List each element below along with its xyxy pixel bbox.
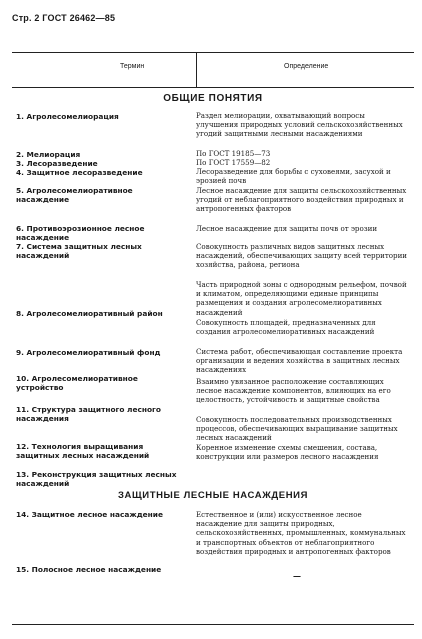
- section-title: ЗАЩИТНЫЕ ЛЕСНЫЕ НАСАЖДЕНИЯ: [117, 490, 309, 501]
- term: 1. Агролесомелиорация: [16, 112, 119, 121]
- definition: По ГОСТ 19185—73: [196, 149, 271, 158]
- definition: Часть природной зоны с однородным рельефом, почвой и климатом, определяющими единые принципы размещения и создания агролесомелиоративных насаждений: [196, 280, 407, 317]
- definition: —: [293, 571, 301, 581]
- definition: Лесное насаждение для защиты сельскохозяйственных угодий от неблагоприятного воздействия природных и антропогенных факторов: [196, 186, 407, 214]
- definition: Лесное насаждение для защиты почв от эрозии: [196, 224, 378, 233]
- table-bottom-rule: [12, 624, 414, 625]
- page-header: Стр. 2 ГОСТ 26462—85: [12, 13, 116, 23]
- definition: Совокупность площадей, предназначенных для создания агролесомелиоративных насаждений: [196, 318, 376, 337]
- term: 5. Агролесомелиоративное насаждение: [16, 186, 133, 205]
- definition: Совокупность различных видов защитных лесных насаждений, обеспечивающих защиту всей территории хозяйства, района, региона: [196, 242, 408, 270]
- term: 12. Технология выращивания защитных лесных насаждений: [16, 442, 150, 461]
- definition: Естественное и (или) искусственное лесное насаждение для защиты природных, сельскохозяйственных, промышленных, коммунальных и транспортных объектов от неблагоприятного воздействия природных и антропогенных факторов: [196, 510, 406, 556]
- definition: Система работ, обеспечивающая составление проекта организации и ведения хозяйства в защитных лесных насаждениях: [196, 347, 403, 375]
- term: 6. Противоэрозионное лесное насаждение: [16, 224, 145, 243]
- section-title: ОБЩИЕ ПОНЯТИЯ: [163, 93, 263, 104]
- term: 14. Защитное лесное насаждение: [16, 510, 163, 519]
- definition: Совокупность последовательных производственных процессов, обеспечивающих выращивание защитных лесных насаждений: [196, 415, 398, 443]
- term: 8. Агролесомелиоративный район: [16, 309, 163, 318]
- definition: Коренное изменение схемы смешения, состава, конструкции или размеров лесного насаждения: [196, 443, 379, 462]
- term: 4. Защитное лесоразведение: [16, 168, 143, 177]
- term: 13. Реконструкция защитных лесных насаждений: [16, 470, 177, 489]
- term: 7. Система защитных лесных насаждений: [16, 242, 142, 261]
- definition: Взаимно увязанное расположение составляющих лесное насаждение компонентов, влияющих на его целостность, устойчивость и защитные свойства: [196, 377, 391, 405]
- term: 15. Полосное лесное насаждение: [16, 565, 162, 574]
- definition: По ГОСТ 17559—82: [196, 158, 271, 167]
- term: 3. Лесоразведение: [16, 159, 98, 168]
- column-header-definition: Определение: [284, 63, 329, 70]
- term: 10. Агролесомелиоративное устройство: [16, 374, 138, 393]
- column-header-term: Термин: [120, 63, 145, 70]
- definition: Лесоразведение для борьбы с суховеями, засухой и эрозией почв: [196, 167, 391, 186]
- table-header: [12, 52, 414, 88]
- column-divider: [196, 53, 197, 87]
- definition: Раздел мелиорации, охватывающий вопросы улучшения природных условий сельскохозяйственных угодий защитными лесными насаждениями: [196, 111, 403, 139]
- term: 9. Агролесомелиоративный фонд: [16, 348, 161, 357]
- term: 11. Структура защитного лесного насаждения: [16, 405, 161, 424]
- term: 2. Мелиорация: [16, 150, 81, 159]
